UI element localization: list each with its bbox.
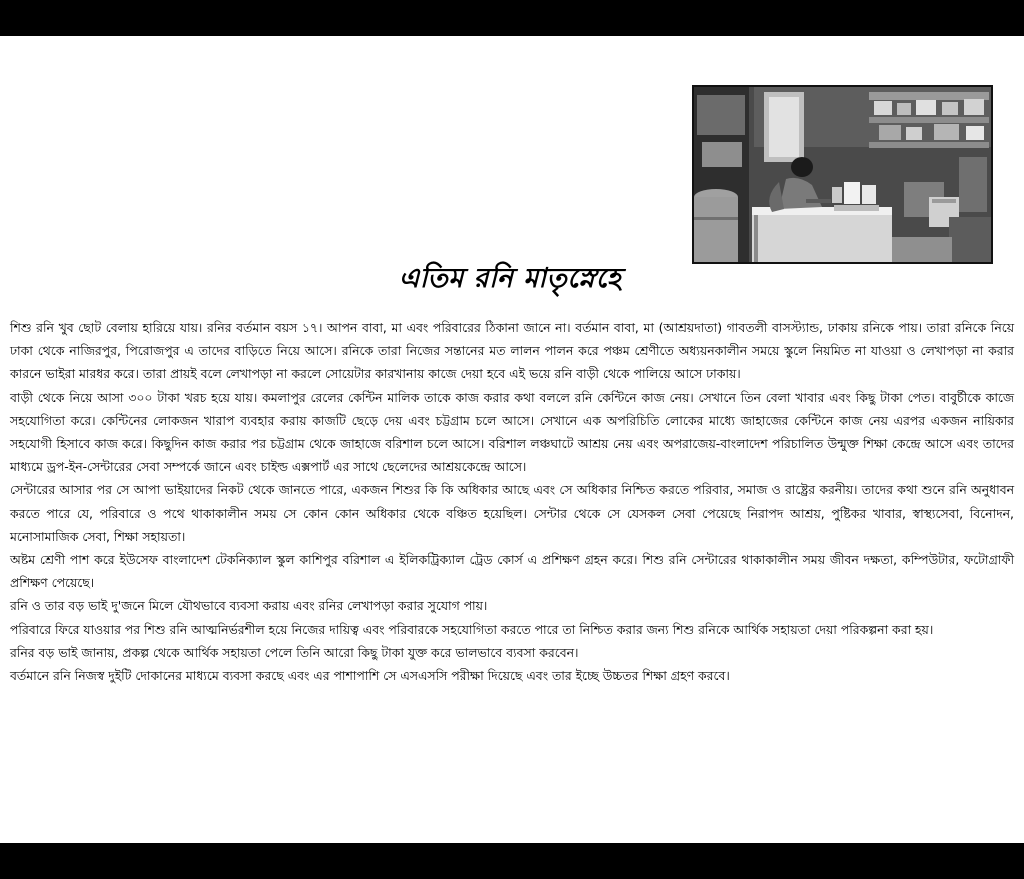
story-body xyxy=(10,316,1014,687)
boy-at-shop-photo xyxy=(692,85,993,264)
paragraph-5: রনি ও তার বড় ভাই দু'জনে মিলে যৌথভাবে ব্যবসা করায় এবং রনির লেখাপড়া করার সুযোগ পায়। xyxy=(10,598,488,614)
paragraph-2: বাড়ী থেকে নিয়ে আসা ৩০০ টাকা খরচ হয়ে যায়। কমলাপুর রেলের কেন্টিন মালিক তাকে কাজ করার কথা বললে রনি কেন্টিনে কাজ নেয়। সেখানে তিন বেলা খাবার এবং কিছু টাকা পেত। বাবুর্চীকে কাজে সহযোগিতা করে। কেন্টিনের লোকজন খারাপ ব্যবহার করায় কাজটি ছেড়ে দেয় এবং চট্টগ্রাম চলে আসে। সেখানে এক অপরিচিতি লোকের মাধ্যে জাহাজের কেন্টিনে কাজ নেয় এরপর একজন নায়িকার সহযোগী হিসাবে কাজ করে। কিছুদিন কাজ করার পর চট্টগ্রাম থেকে জাহাজে বরিশাল চলে আসে। বরিশাল লঞ্চঘাটে আশ্রয় নেয় এবং অপরাজেয়-বাংলাদেশ পরিচালিত উন্মুক্ত শিক্ষা কেন্দ্রে আসে এবং তাদের মাধ্যমে ড্রপ-ইন-সেন্টারের সেবা সম্পর্কে জানে এবং চাইল্ড এক্সপার্ট এর সাথে ছেলেদের আশ্রয়কেন্দ্রে আসে। xyxy=(10,389,1014,475)
paragraph-8: বর্তমানে রনি নিজস্ব দুইটি দোকানের মাধ্যমে ব্যবসা করছে এবং এর পাশাপাশি সে এসএসসি পরীক্ষা দিয়েছে এবং তার ইচ্ছে উচ্চতর শিক্ষা গ্রহণ করবে। xyxy=(10,668,730,684)
paragraph-3: সেন্টারের আসার পর সে আপা ভাইয়াদের নিকট থেকে জানতে পারে, একজন শিশুর কি কি অধিকার আছে এবং সে অধিকার নিশ্চিত করতে পরিবার, সমাজ ও রাষ্ট্রের করনীয়। তাদের কথা শুনে রনি অনুধাবন করতে পারে যে, পরিবারে ও পথে থাকাকালীন সময় সে কোন কোন অধিকার থেকে বঞ্চিত হয়েছিল। সেন্টার থেকে সে যেসকল সেবা পেয়েছে নিরাপদ আশ্রয়, পুষ্টিকর খাবার, স্বাস্থ্যসেবা, বিনোদন, মনোসামাজিক সেবা, শিক্ষা সহায়তা। xyxy=(10,482,1014,544)
paragraph-6: পরিবারে ফিরে যাওয়ার পর শিশু রনি আত্মনির্ভরশীল হয়ে নিজের দায়িত্ব এবং পরিবারকে সহযোগিতা করতে পারে তা নিশ্চিত করার জন্য শিশু রনিকে আর্থিক সহায়তা দেয়া পরিকল্পনা করা হয়। xyxy=(10,621,934,637)
paragraph-1: শিশু রনি খুব ছোট বেলায় হারিয়ে যায়। রনির বর্তমান বয়স ১৭। আপন বাবা, মা এবং পরিবারের ঠিকানা জানে না। বর্তমান বাবা, মা (আশ্রয়দাতা) গাবতলী বাসস্ট্যান্ড, ঢাকায় রনিকে পায়। তারা রনিকে নিয়ে ঢাকা থেকে নাজিরপুর, পিরোজপুর এ তাদের বাড়িতে নিয়ে আসে। রনিকে তারা নিজের সন্তানের মত লালন পালন করে পঞ্চম শ্রেণীতে অধ্যয়নকালীন সময়ে স্কুলে নিয়মিত না যাওয়া ও লেখাপড়া না করার কারনে ভাইরা মারধর করে। তারা প্রায়ই বলে লেখাপড়া না করলে সোয়েটার কারখানায় কাজে দেয়া হবে এই ভয়ে রনি বাড়ী থেকে পালিয়ে আসে ঢাকায়। xyxy=(10,320,1014,382)
top-black-bar xyxy=(0,0,1024,36)
document-title: এতিম রনি মাতৃস্নেহে xyxy=(398,263,622,294)
bottom-black-bar xyxy=(0,843,1024,879)
paragraph-4: অষ্টম শ্রেণী পাশ করে ইউসেফ বাংলাদেশ টেকনিক্যাল স্কুল কাশিপুর বরিশাল এ ইলিকট্রিক্যাল ট্রেড কোর্স এ প্রশিক্ষণ গ্রহন করে। শিশু রনি সেন্টারের থাকাকালীন সময় জীবন দক্ষতা, কম্পিউটার, ফটোগ্রাফী প্রশিক্ষণ পেয়েছে। xyxy=(10,552,1014,591)
document-page xyxy=(0,36,1024,843)
paragraph-7: রনির বড় ভাই জানায়, প্রকল্প থেকে আর্থিক সহায়তা পেলে তিনি আরো কিছু টাকা যুক্ত করে ভালভাবে ব্যবসা করবেন। xyxy=(10,644,579,660)
